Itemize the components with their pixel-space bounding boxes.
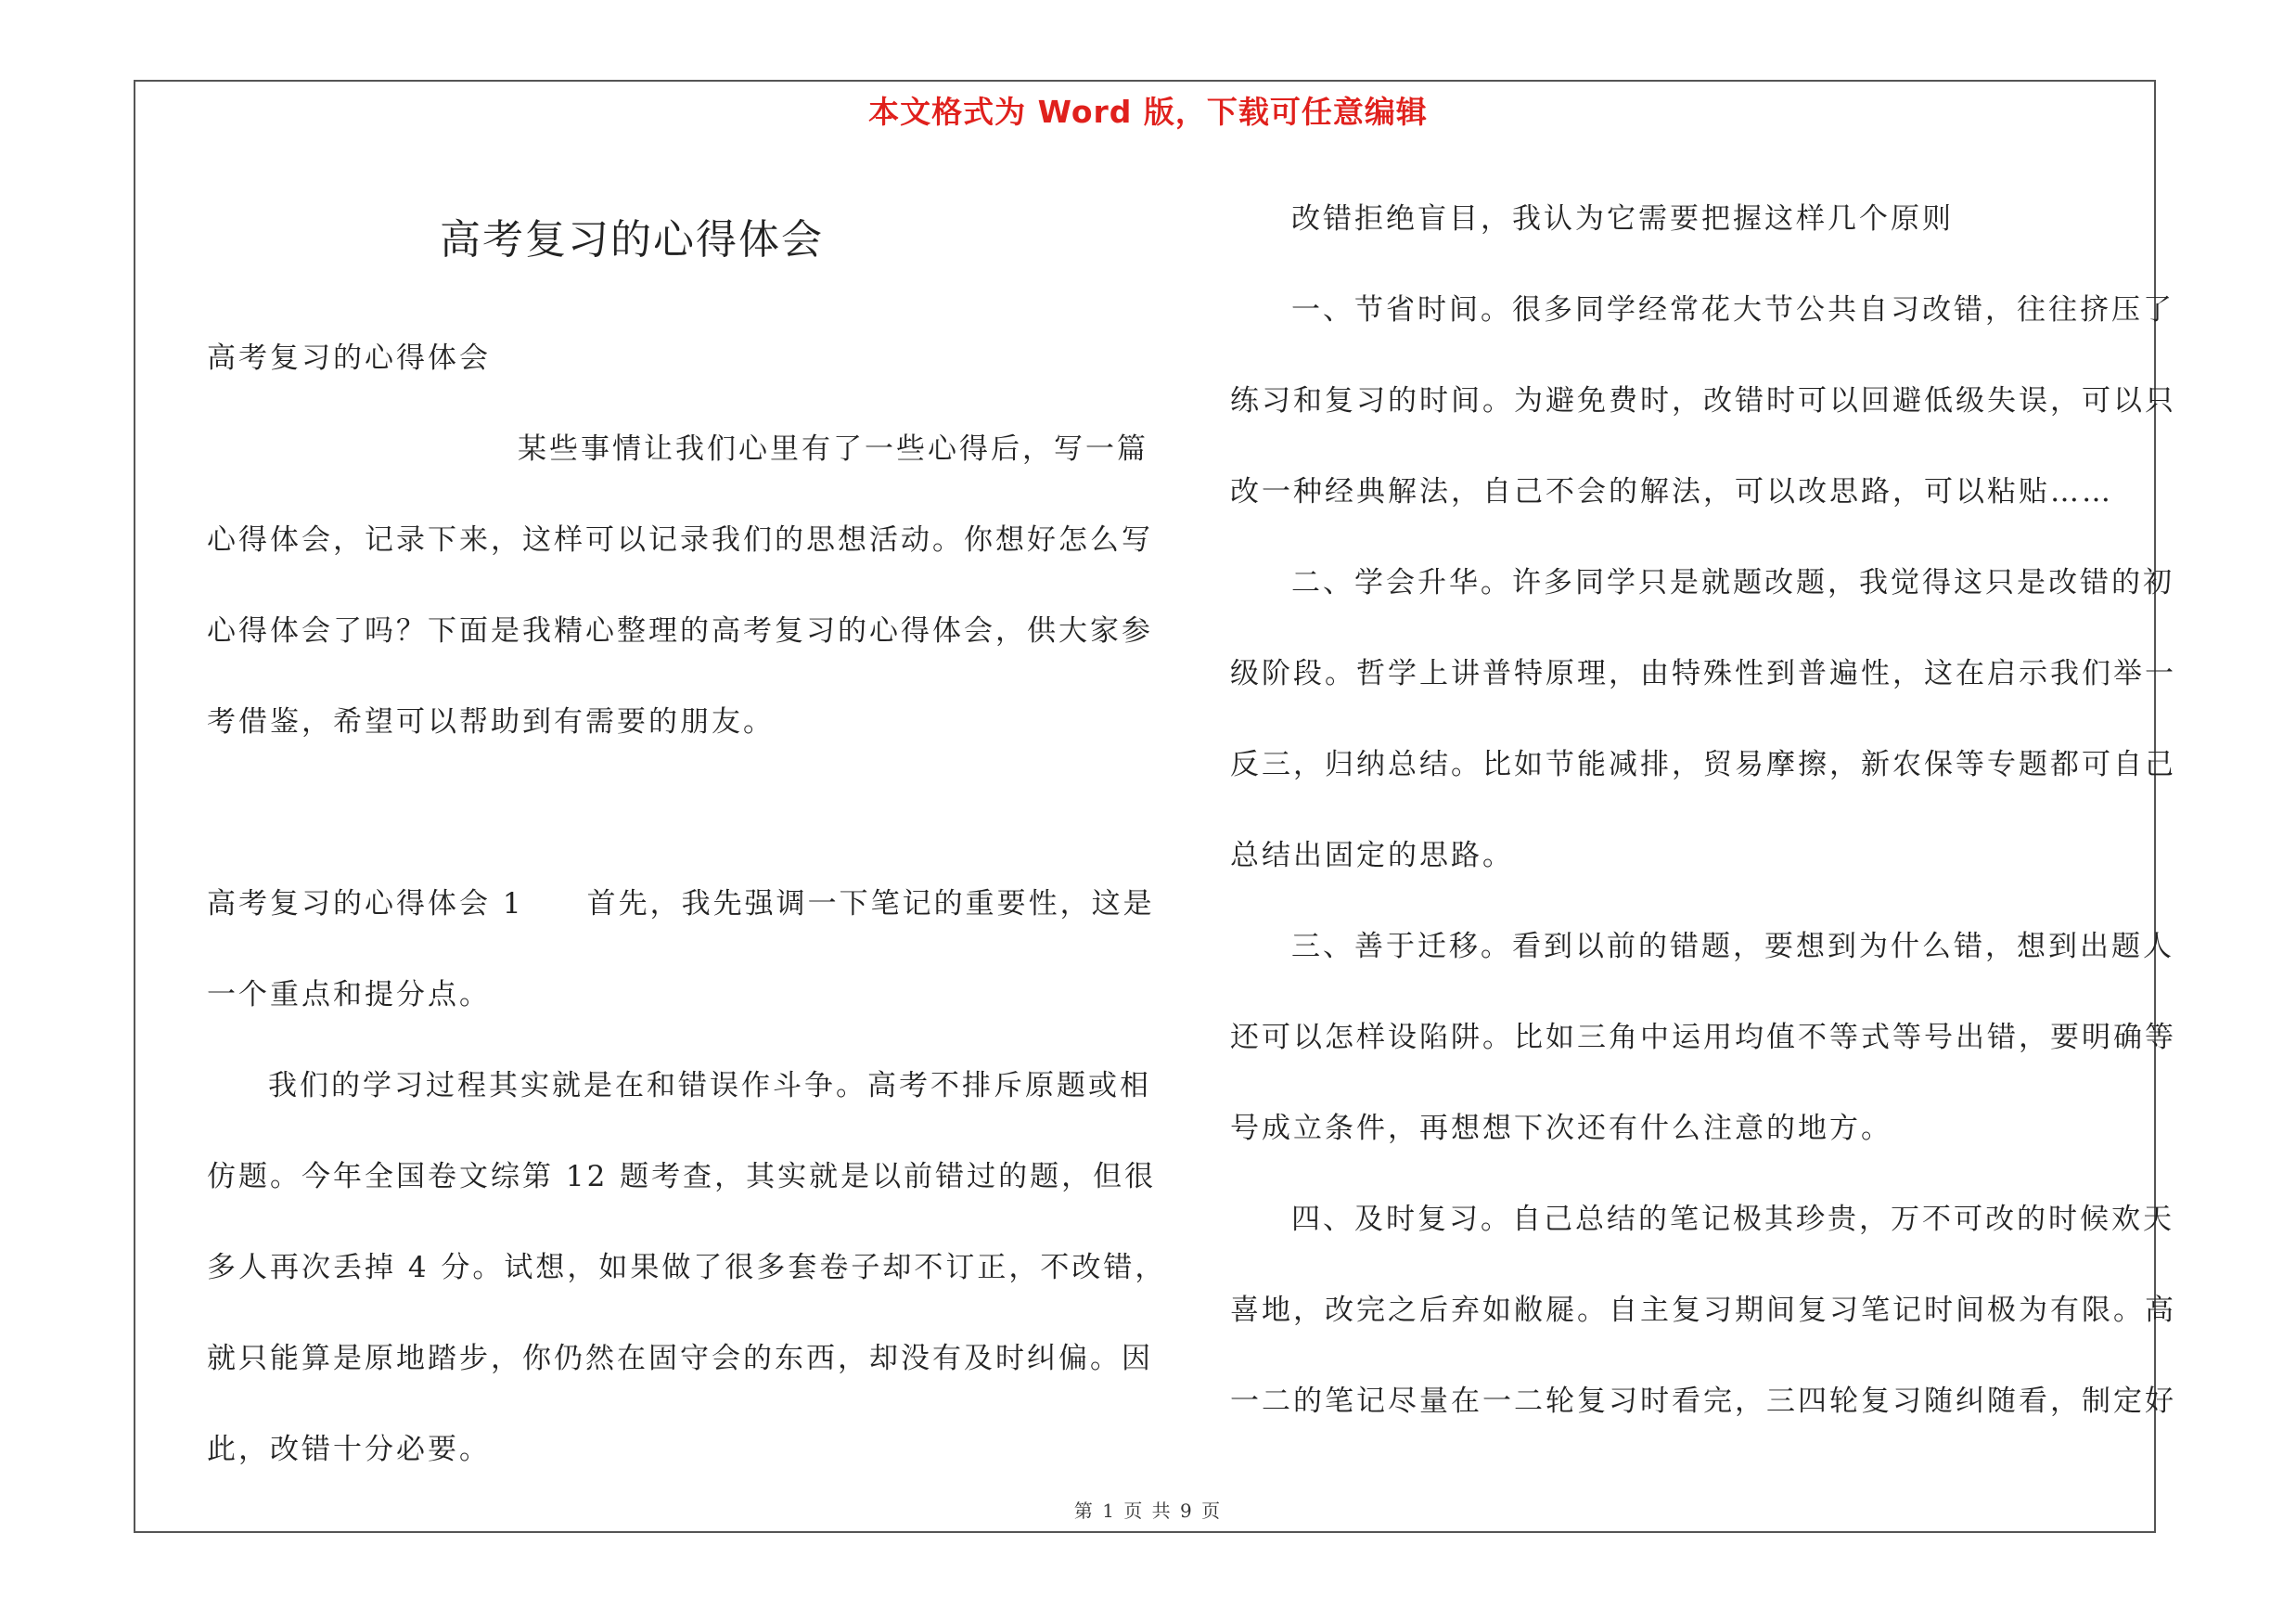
paragraph-line: 反三，归纳总结。比如节能减排，贸易摩擦，新农保等专题都可自己 xyxy=(1230,748,2176,781)
paragraph-line: 就只能算是原地踏步，你仍然在固守会的东西，却没有及时纠偏。因 xyxy=(207,1342,1153,1375)
paragraph-line: 二、学会升华。许多同学只是就题改题，我觉得这只是改错的初 xyxy=(1291,566,2174,599)
paragraph-line: 级阶段。哲学上讲普特原理，由特殊性到普遍性，这在启示我们举一 xyxy=(1230,657,2176,690)
document-title: 高考复习的心得体会 xyxy=(440,216,824,264)
paragraph-line: 心得体会，记录下来，这样可以记录我们的思想活动。你想好怎么写 xyxy=(207,523,1153,557)
paragraph-line: 一、节省时间。很多同学经常花大节公共自习改错，往往挤压了 xyxy=(1291,293,2174,327)
paragraph-line: 改一种经典解法，自己不会的解法，可以改思路，可以粘贴…… xyxy=(1230,475,2113,509)
paragraph-line: 喜地，改完之后弃如敝屣。自主复习期间复习笔记时间极为有限。高 xyxy=(1230,1294,2176,1327)
paragraph-line: 改错拒绝盲目，我认为它需要把握这样几个原则 xyxy=(1291,202,1954,236)
paragraph-line: 多人再次丢掉 4 分。试想，如果做了很多套卷子却不订正，不改错， xyxy=(207,1251,1167,1284)
page-number: 第 1 页 共 9 页 xyxy=(1073,1500,1223,1522)
paragraph-line: 练习和复习的时间。为避免费时，改错时可以回避低级失误，可以只 xyxy=(1230,384,2176,418)
paragraph-line: 心得体会了吗？下面是我精心整理的高考复习的心得体会，供大家参 xyxy=(207,614,1153,648)
paragraph-line: 总结出固定的思路。 xyxy=(1230,839,1514,872)
paragraph-line: 还可以怎样设陷阱。比如三角中运用均值不等式等号出错，要明确等 xyxy=(1230,1021,2176,1054)
paragraph-line: 此，改错十分必要。 xyxy=(207,1433,491,1466)
paragraph-line: 四、及时复习。自己总结的笔记极其珍贵，万不可改的时候欢天 xyxy=(1291,1203,2174,1236)
paragraph-line: 某些事情让我们心里有了一些心得后，写一篇 xyxy=(518,432,1148,466)
paragraph-line: 三、善于迁移。看到以前的错题，要想到为什么错，想到出题人 xyxy=(1291,930,2174,963)
section-heading-line: 高考复习的心得体会 1 首先，我先强调一下笔记的重要性，这是 xyxy=(207,887,1155,921)
subtitle-line: 高考复习的心得体会 xyxy=(207,341,491,375)
editable-banner: 本文格式为 Word 版，下载可任意编辑 xyxy=(868,94,1428,130)
paragraph-line: 一二的笔记尽量在一二轮复习时看完，三四轮复习随纠随看，制定好 xyxy=(1230,1385,2176,1418)
paragraph-line: 考借鉴，希望可以帮助到有需要的朋友。 xyxy=(207,705,775,739)
paragraph-line: 号成立条件，再想想下次还有什么注意的地方。 xyxy=(1230,1112,1892,1145)
paragraph-line: 仿题。今年全国卷文综第 12 题考查，其实就是以前错过的题，但很 xyxy=(207,1160,1157,1193)
paragraph-line: 我们的学习过程其实就是在和错误作斗争。高考不排斥原题或相 xyxy=(268,1069,1151,1102)
paragraph-line: 一个重点和提分点。 xyxy=(207,978,491,1011)
